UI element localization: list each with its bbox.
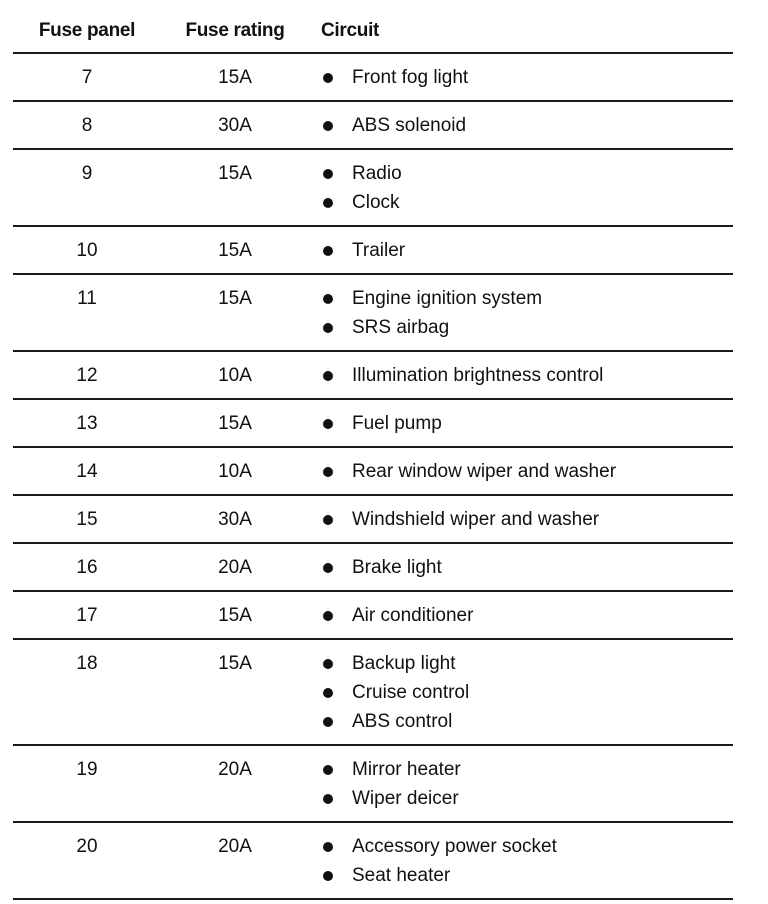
bullet-icon — [323, 169, 333, 179]
circuit-cell — [305, 649, 733, 736]
circuit-cell — [305, 832, 733, 890]
circuit-list — [319, 601, 733, 630]
list-item — [319, 601, 733, 630]
list-item — [319, 236, 733, 265]
fuse-rating-value: 15A — [218, 413, 252, 434]
list-item — [319, 361, 733, 390]
circuit-cell — [305, 236, 733, 265]
table-header — [13, 10, 733, 54]
bullet-icon — [323, 765, 333, 775]
circuit-list — [319, 284, 733, 342]
circuit-cell — [305, 755, 733, 813]
circuit-name: Clock — [352, 192, 400, 213]
table-row — [13, 227, 733, 275]
fuse-rating-value: 15A — [218, 163, 252, 184]
table-row — [13, 640, 733, 746]
bullet-icon — [323, 198, 333, 208]
circuit-name: Windshield wiper and washer — [352, 509, 600, 530]
header-fuse-panel: Fuse panel — [38, 20, 136, 41]
bullet-icon — [323, 121, 333, 131]
table-row — [13, 150, 733, 227]
circuit-cell — [305, 505, 733, 534]
bullet-icon — [323, 794, 333, 804]
fuse-panel-number: 18 — [76, 653, 98, 674]
fuse-panel-number: 10 — [76, 240, 98, 261]
circuit-cell — [305, 111, 733, 140]
circuit-name: Engine ignition system — [352, 288, 543, 309]
circuit-name: Front fog light — [352, 67, 469, 88]
circuit-name: Backup light — [352, 653, 456, 674]
circuit-name: Air conditioner — [352, 605, 474, 626]
fuse-panel-number: 20 — [76, 836, 98, 857]
fuse-rating-value: 20A — [218, 557, 252, 578]
list-item — [319, 284, 733, 313]
circuit-list — [319, 409, 733, 438]
fuse-panel-number: 15 — [76, 509, 98, 530]
circuit-name: Fuel pump — [352, 413, 442, 434]
list-item — [319, 159, 733, 188]
bullet-icon — [323, 294, 333, 304]
fuse-rating-value: 15A — [218, 605, 252, 626]
table-row — [13, 275, 733, 352]
fuse-rating-value: 15A — [218, 67, 252, 88]
fuse-rating-value: 15A — [218, 653, 252, 674]
circuit-cell — [305, 159, 733, 217]
table-row — [13, 544, 733, 592]
circuit-name: Accessory power socket — [352, 836, 557, 857]
fuse-panel-number: 14 — [76, 461, 98, 482]
fuse-rating-value: 30A — [218, 509, 252, 530]
header-circuit: Circuit — [321, 20, 380, 41]
circuit-cell — [305, 601, 733, 630]
circuit-name: Brake light — [352, 557, 442, 578]
circuit-name: ABS solenoid — [352, 115, 467, 136]
circuit-cell — [305, 409, 733, 438]
fuse-panel-number: 17 — [76, 605, 98, 626]
bullet-icon — [323, 371, 333, 381]
fuse-rating-value: 15A — [218, 288, 252, 309]
circuit-name: Cruise control — [352, 682, 470, 703]
circuit-cell — [305, 553, 733, 582]
circuit-name: Radio — [352, 163, 402, 184]
circuit-list — [319, 649, 733, 736]
list-item — [319, 63, 733, 92]
circuit-list — [319, 63, 733, 92]
bullet-icon — [323, 842, 333, 852]
table-row — [13, 823, 733, 900]
bullet-icon — [323, 73, 333, 83]
list-item — [319, 678, 733, 707]
fuse-rating-value: 30A — [218, 115, 252, 136]
table-row — [13, 592, 733, 640]
list-item — [319, 409, 733, 438]
list-item — [319, 755, 733, 784]
table-row — [13, 746, 733, 823]
header-fuse-rating: Fuse rating — [185, 20, 285, 41]
circuit-cell — [305, 63, 733, 92]
list-item — [319, 707, 733, 736]
circuit-list — [319, 159, 733, 217]
fuse-panel-number: 16 — [76, 557, 98, 578]
table-row — [13, 448, 733, 496]
list-item — [319, 553, 733, 582]
fuse-panel-number: 19 — [76, 759, 98, 780]
circuit-list — [319, 236, 733, 265]
circuit-list — [319, 832, 733, 890]
fuse-panel-number: 9 — [81, 163, 93, 184]
bullet-icon — [323, 515, 333, 525]
circuit-name: Wiper deicer — [352, 788, 459, 809]
fuse-panel-number: 8 — [81, 115, 93, 136]
fuse-table — [13, 10, 733, 900]
fuse-panel-number: 13 — [76, 413, 98, 434]
table-row — [13, 102, 733, 150]
bullet-icon — [323, 419, 333, 429]
circuit-cell — [305, 457, 733, 486]
bullet-icon — [323, 611, 333, 621]
list-item — [319, 861, 733, 890]
circuit-name: ABS control — [352, 711, 453, 732]
list-item — [319, 505, 733, 534]
circuit-cell — [305, 361, 733, 390]
fuse-rating-value: 20A — [218, 836, 252, 857]
table-body — [13, 54, 733, 900]
circuit-list — [319, 457, 733, 486]
circuit-list — [319, 111, 733, 140]
bullet-icon — [323, 688, 333, 698]
list-item — [319, 457, 733, 486]
bullet-icon — [323, 717, 333, 727]
table-row — [13, 352, 733, 400]
circuit-name: Rear window wiper and washer — [352, 461, 617, 482]
circuit-name: Mirror heater — [352, 759, 461, 780]
bullet-icon — [323, 467, 333, 477]
fuse-rating-value: 15A — [218, 240, 252, 261]
fuse-rating-value: 10A — [218, 365, 252, 386]
circuit-name: Trailer — [352, 240, 406, 261]
circuit-cell — [305, 284, 733, 342]
circuit-list — [319, 755, 733, 813]
list-item — [319, 832, 733, 861]
list-item — [319, 784, 733, 813]
table-row — [13, 496, 733, 544]
list-item — [319, 111, 733, 140]
circuit-name: Illumination brightness control — [352, 365, 604, 386]
bullet-icon — [323, 246, 333, 256]
fuse-rating-value: 20A — [218, 759, 252, 780]
fuse-panel-number: 12 — [76, 365, 98, 386]
bullet-icon — [323, 563, 333, 573]
circuit-list — [319, 361, 733, 390]
fuse-panel-number: 7 — [81, 67, 93, 88]
circuit-list — [319, 553, 733, 582]
list-item — [319, 313, 733, 342]
fuse-rating-value: 10A — [218, 461, 252, 482]
table-row — [13, 54, 733, 102]
bullet-icon — [323, 659, 333, 669]
fuse-panel-number: 11 — [77, 288, 97, 309]
list-item — [319, 649, 733, 678]
circuit-name: Seat heater — [352, 865, 451, 886]
table-row — [13, 400, 733, 448]
circuit-name: SRS airbag — [352, 317, 450, 338]
list-item — [319, 188, 733, 217]
bullet-icon — [323, 871, 333, 881]
circuit-list — [319, 505, 733, 534]
bullet-icon — [323, 323, 333, 333]
